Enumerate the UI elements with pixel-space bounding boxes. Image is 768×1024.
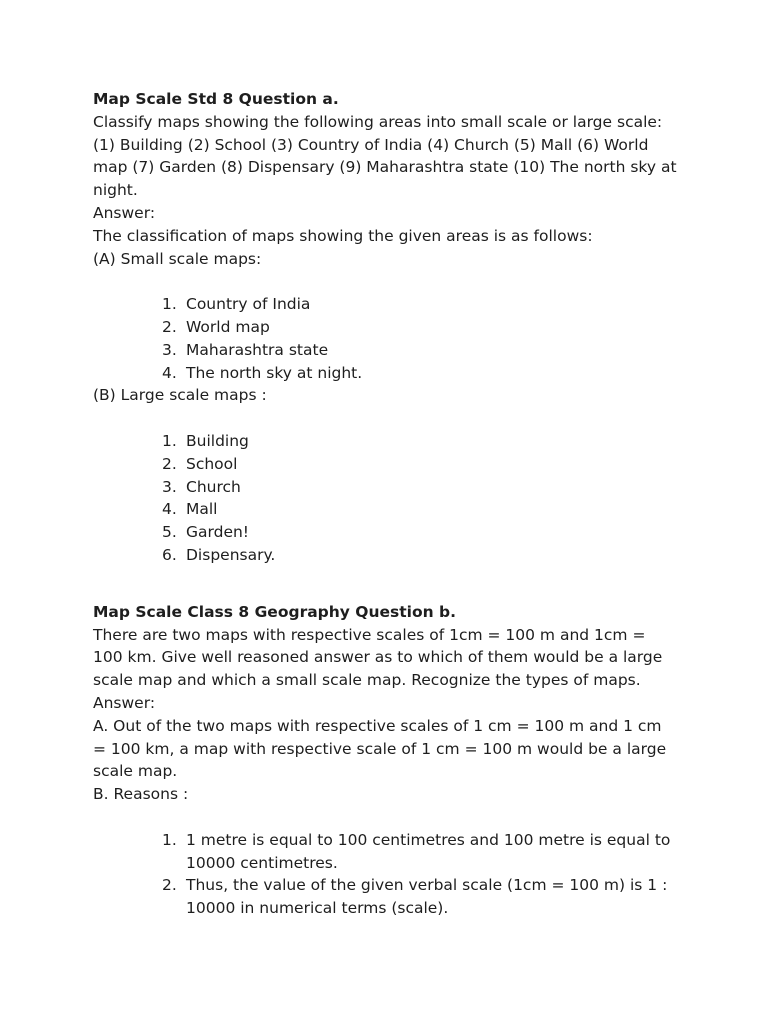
section-b-point-a: A. Out of the two maps with respective scales of 1 cm = 100 m and 1 cm = 100 km, a map with respective scale of 1 cm = 100 m would be a large scale map. (93, 716, 667, 781)
list-item: 1. Country of India (162, 295, 311, 314)
document-page (93, 88, 678, 920)
section-a-answer-label: Answer: (93, 203, 156, 222)
list-item: 5. Garden! (162, 523, 250, 542)
section-b-question: There are two maps with respective scales of 1cm = 100 m and 1cm = 100 km. Give well reasoned answer as to which of them would be a large scale map and which a small scale map. Recognize the types of maps. (93, 625, 663, 690)
section-b-heading: Map Scale Class 8 Geography Question b. (93, 602, 457, 621)
small-scale-list (93, 293, 678, 384)
list-item: 4. The north sky at night. (162, 363, 363, 382)
reasons-list (93, 829, 678, 920)
large-scale-list (93, 430, 678, 567)
list-item: 1. Building (162, 431, 249, 450)
reasons-label: B. Reasons : (93, 785, 189, 804)
list-item: 2. World map (162, 317, 270, 336)
list-item: 1. 1 metre is equal to 100 centimetres and 100 metre is equal to 10000 centimetres. (162, 830, 671, 872)
section-b-answer-label: Answer: (93, 693, 156, 712)
small-scale-label: (A) Small scale maps: (93, 249, 262, 268)
list-item: 2. School (162, 454, 238, 473)
section-a-heading: Map Scale Std 8 Question a. (93, 90, 339, 108)
section-a-intro: The classification of maps showing the given areas is as follows: (93, 226, 593, 245)
section-a-question: Classify maps showing the following areas into small scale or large scale: (1) Building (2) School (3) Country of India (4) Church (5) Mall (6) World map (7) Garden (8) Dispensary (9) Maharashtra state (10) The north sky at night. (93, 112, 677, 200)
list-item: 4. Mall (162, 500, 218, 519)
list-item: 3. Maharashtra state (162, 340, 329, 359)
large-scale-label: (B) Large scale maps : (93, 386, 267, 405)
list-item: 3. Church (162, 477, 241, 496)
list-item: 2. Thus, the value of the given verbal scale (1cm = 100 m) is 1 : 10000 in numerical terms (scale). (162, 876, 668, 918)
list-item: 6. Dispensary. (162, 545, 276, 564)
